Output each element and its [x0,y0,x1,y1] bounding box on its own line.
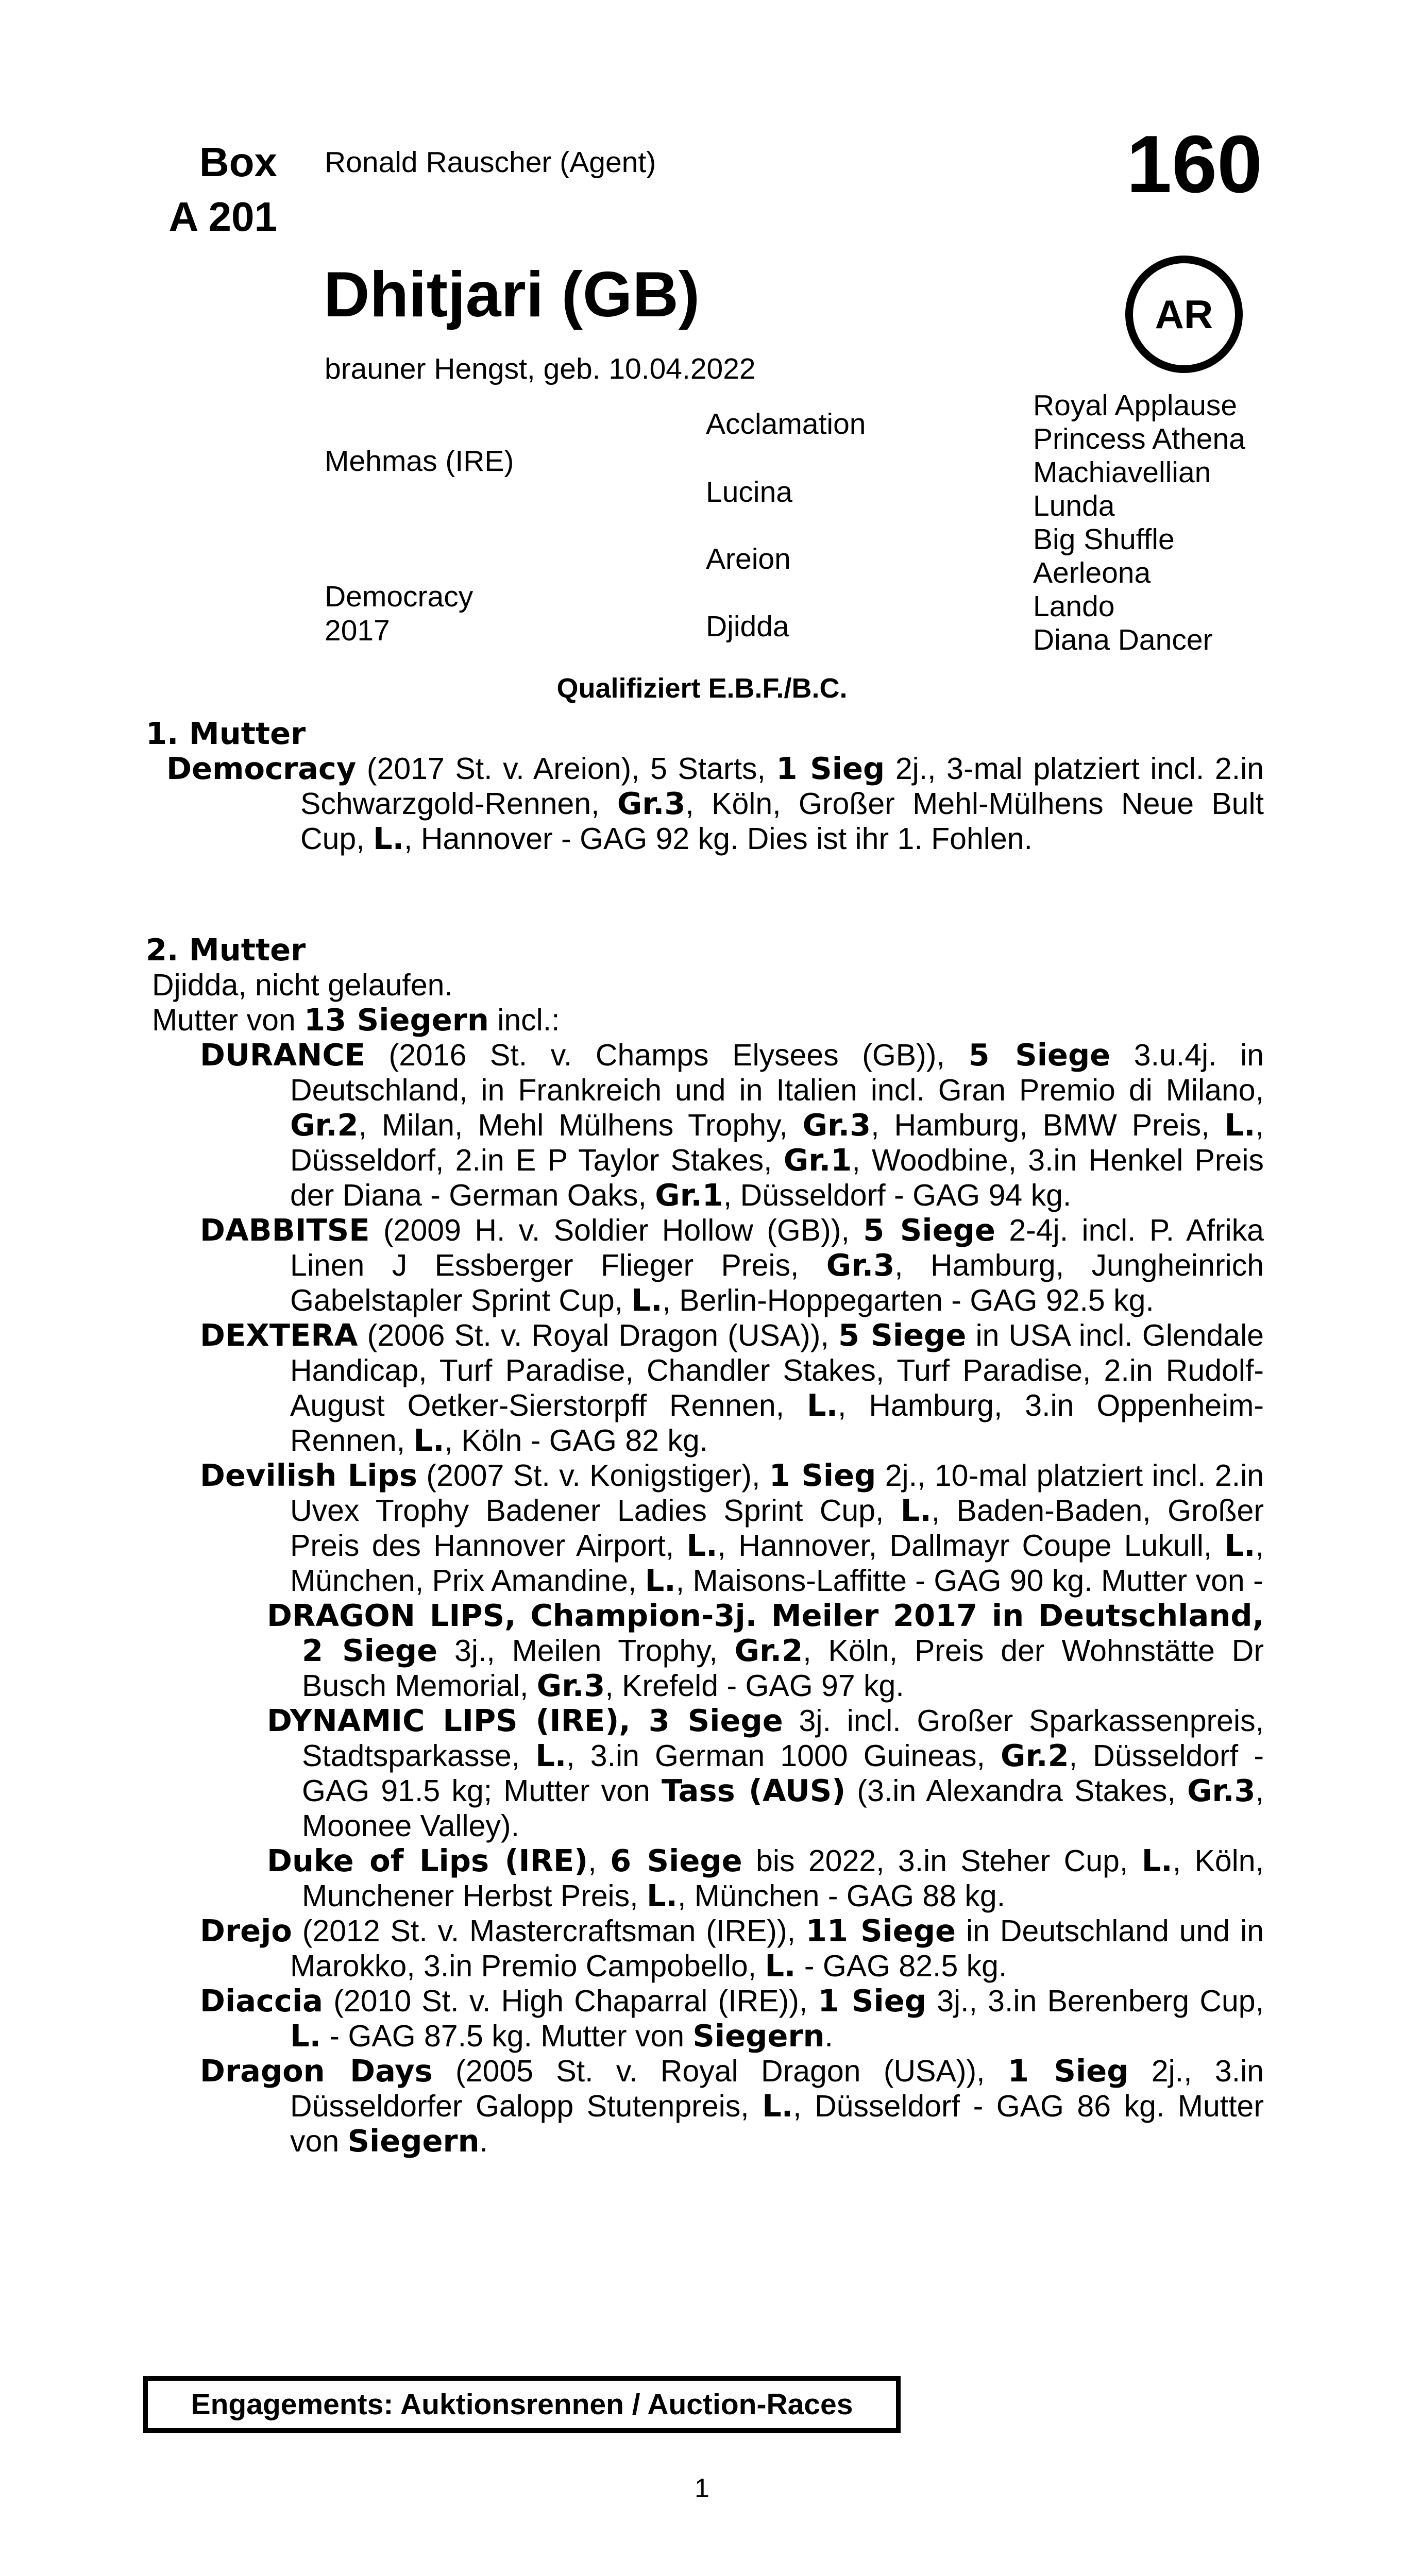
offspring-list [146,1038,1264,2159]
second-dam-line2: Mutter von 13 Siegern incl.: [152,1002,560,1038]
ggp-item: Royal Applause [1033,389,1238,422]
offspring-devilish-lips: Devilish Lips (2007 St. v. Konigstiger), 1 Sieg 2j., 10-mal platziert incl. 2.in Uvex Trophy Badener Ladies Sprint Cup, L., Baden-Baden, Großer Preis des Hannover Airport, L., Hannover, Dallmayr Coupe Lukull, L., München, Prix Amandine, L., Maisons-Laffitte - GAG 90 kg. Mutter von - [200,1458,1264,1598]
pedigree-dam [325,580,473,648]
pedigree-dam-year: 2017 [325,614,390,647]
ggp-item: Machiavellian [1033,456,1211,489]
offspring-durance: DURANCE (2016 St. v. Champs Elysees (GB)), 5 Siege 3.u.4j. in Deutschland, in Frankreich und in Italien incl. Gran Premio di Milano, Gr.2, Milan, Mehl Mülhens Trophy, Gr.3, Hamburg, BMW Preis, L., Düsseldorf, 2.in E P Taylor Stakes, Gr.1, Woodbine, 3.in Henkel Preis der Diana - German Oaks, Gr.1, Düsseldorf - GAG 94 kg. [200,1037,1264,1213]
ggp-item: Diana Dancer [1033,623,1213,656]
qualification: Qualifiziert E.B.F./B.C. [556,673,848,704]
first-dam-section [146,716,1264,856]
box-label [143,135,277,244]
ar-badge [1125,256,1243,373]
offspring-diaccia: Diaccia (2010 St. v. High Chaparral (IRE)), 1 Sieg 3j., 3.in Berenberg Cup, L. - GAG 87.5 kg. Mutter von Siegern. [200,1983,1264,2054]
offspring-dragon-days: Dragon Days (2005 St. v. Royal Dragon (USA)), 1 Sieg 2j., 3.in Düsseldorfer Galopp Stutenpreis, L., Düsseldorf - GAG 86 kg. Mutter von Siegern. [200,2053,1264,2159]
grand-offspring-list [200,1598,1264,1913]
first-dam-heading: 1. Mutter [146,716,306,751]
second-dam-section [146,933,1264,2159]
pedigree-dam-dam: Djidda [706,610,789,643]
second-dam-heading: 2. Mutter [146,932,306,968]
pedigree-dam-sire: Areion [706,543,791,575]
ggp-item: Aerleona [1033,556,1151,589]
pedigree-sire-dam: Lucina [706,476,792,509]
ggp-item: Big Shuffle [1033,523,1175,556]
ggp-item: Lunda [1033,489,1115,522]
box-label-line2: A 201 [168,194,277,240]
offspring-dabbitse: DABBITSE (2009 H. v. Soldier Hollow (GB)), 5 Siege 2-4j. incl. P. Afrika Linen J Essberger Flieger Preis, Gr.3, Hamburg, Jungheinrich Gabelstapler Sprint Cup, L., Berlin-Hoppegarten - GAG 92.5 kg. [200,1212,1264,1318]
horse-name: Dhitjari (GB) [324,259,700,330]
pedigree-dam-name: Democracy [325,580,473,613]
offspring-drejo: Drejo (2012 St. v. Mastercraftsman (IRE)), 11 Siege in Deutschland und in Marokko, 3.in Premio Campobello, L. - GAG 82.5 kg. [200,1913,1264,1984]
box-label-line1: Box [199,139,277,185]
pedigree-sire-sire: Acclamation [706,408,866,440]
lot-number: 160 [1126,119,1262,210]
pedigree-sire: Mehmas (IRE) [325,445,514,478]
ggp-item: Lando [1033,590,1115,623]
page-number: 1 [695,2473,709,2503]
second-dam-line1: Djidda, nicht gelaufen. [152,968,453,1002]
ar-badge-label: AR [1155,291,1213,337]
offspring-dragon-lips: DRAGON LIPS, Champion-3j. Meiler 2017 in Deutschland, 2 Siege 3j., Meilen Trophy, Gr.2, Köln, Preis der Wohnstätte Dr Busch Memorial, Gr.3, Krefeld - GAG 97 kg. [267,1598,1264,1703]
offspring-dynamic-lips: DYNAMIC LIPS (IRE), 3 Siege 3j. incl. Großer Sparkassenpreis, Stadtsparkasse, L., 3.in German 1000 Guineas, Gr.2, Düsseldorf - GAG 91.5 kg; Mutter von Tass (AUS) (3.in Alexandra Stakes, Gr.3, Moonee Valley). [267,1703,1264,1843]
engagements-label: Engagements: Auktionsrennen / Auction-Races [191,2388,853,2421]
offspring-dextera: DEXTERA (2006 St. v. Royal Dragon (USA)), 5 Siege in USA incl. Glendale Handicap, Turf Paradise, Chandler Stakes, Turf Paradise, 2.in Rudolf-August Oetker-Sierstorpff Rennen, L., Hamburg, 3.in Oppenheim-Rennen, L., Köln - GAG 82 kg. [200,1317,1264,1458]
first-dam-entry: Democracy (2017 St. v. Areion), 5 Starts, 1 Sieg 2j., 3-mal platziert incl. 2.in Schwarzgold-Rennen, Gr.3, Köln, Großer Mehl-Mülhens Neue Bult Cup, L., Hannover - GAG 92 kg. Dies ist ihr 1. Fohlen. [166,751,1264,856]
engagements-box [143,2376,901,2433]
agent-name: Ronald Rauscher (Agent) [325,146,656,179]
pedigree-great-grandparents [1033,389,1245,657]
offspring-duke-of-lips: Duke of Lips (IRE), 6 Siege bis 2022, 3.in Steher Cup, L., Köln, Munchener Herbst Preis, L., München - GAG 88 kg. [267,1843,1264,1913]
ggp-item: Princess Athena [1033,422,1245,455]
horse-description: brauner Hengst, geb. 10.04.2022 [325,352,756,385]
